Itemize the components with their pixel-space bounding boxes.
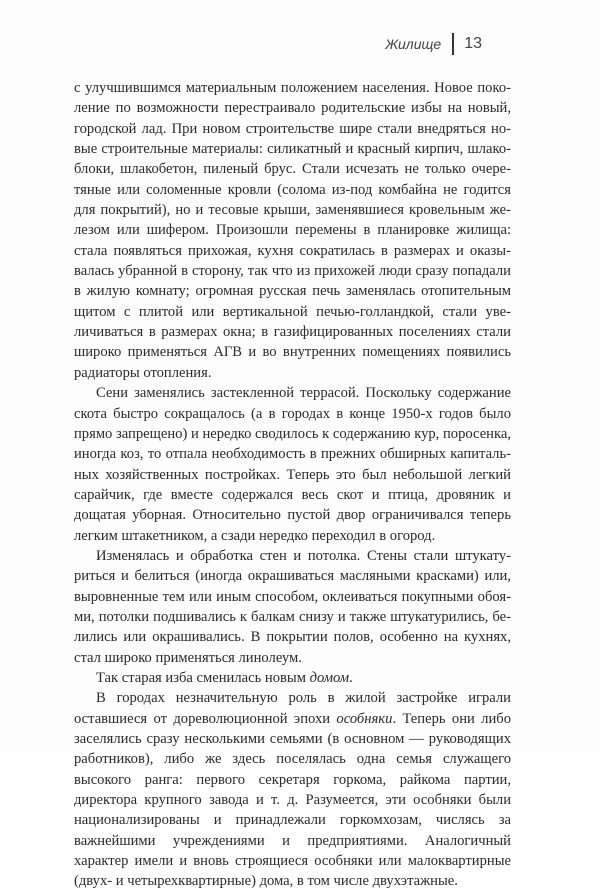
page-number: 13	[464, 35, 482, 52]
running-header	[385, 33, 482, 55]
section-title: Жилище	[385, 36, 442, 52]
paragraph	[74, 383, 511, 546]
italic-term: особняки	[336, 710, 393, 727]
paragraph	[74, 546, 511, 668]
italic-term: домом	[309, 669, 350, 686]
paragraph-text: . Теперь они либо заселялись сразу несколькими семьями (в основном — руководящих работников), либо же здесь поселялась одна семья служащего высокого ранга: первого секретаря горкома, райкома партии, директора крупного завода и т. д. Разумеется, эти особняки были национализированы и принадлежали горкомхозам, числясь за важнейшими учреждениями и предприятиями. Аналогичный характер имели и вновь строящиеся особняки или малоквартирные (двух- и четырехквартирные) дома, в том числе двухэтажные.	[74, 710, 511, 890]
body-text	[74, 78, 511, 892]
paragraph	[74, 668, 511, 688]
header-divider	[452, 33, 454, 55]
paragraph-text: Сени заменялись застекленной террасой. Поскольку содержание скота быстро сокращалось (а в городах в конце 1950-х годов было прямо запрещено) и нередко сводилось к содержанию кур, поросенка, иногда коз, то отпала необходимость в прежних обширных капитальных хозяйственных постройках. Теперь это был небольшой легкий сарайчик, где вместе содержался весь скот и птица, дровяник и дощатая уборная. Относительно пустой двор ограничивался теперь легким штакетником, а сзади нередко переходил в огород.	[74, 385, 511, 544]
paragraph-text: с улучшившимся материальным положением населения. Новое поколение по возможности перестраивало родительские избы на новый, городской лад. При новом строительстве шире стали внедряться новые строительные материалы: силикатный и красный кирпич, шлакоблоки, шлакобетон, пиленый брус. Стали исчезать не только очеретяные или соломенные кровли (солома из-под комбайна не годится для покрытий), но и тесовые крыши, заменявшиеся кровельным железом или шифером. Произошли перемены в планировке жилища: стала появляться прихожая, кухня сократилась в размерах и оказывалась убранной в сторону, так что из прихожей люди сразу попадали в жилую комнату; огромная русская печь заменялась отопительным щитом с плитой или вертикальной печью-голландкой, стали увеличиваться в размерах окна; в газифицированных поселениях стали широко применяться АГВ и во внутренних помещениях появились радиаторы отопления.	[74, 80, 511, 381]
paragraph-text: Изменялась и обработка стен и потолка. Стены стали штукатуриться и белиться (иногда окрашиваться масляными красками) или, выровненные тем или иным способом, оклеиваться покупными обоями, потолки подшивались к балкам снизу и также штукатурились, белились или окрашивались. В покрытии полов, особенно на кухнях, стал широко применяться линолеум.	[74, 547, 511, 666]
paragraph-text: .	[349, 669, 353, 686]
paragraph	[74, 688, 511, 891]
paragraph	[74, 78, 511, 383]
paragraph-text: В городах незначительную роль в жилой застройке играли оставшиеся от дореволюционной эпохи	[74, 690, 511, 727]
paragraph-text: Так старая изба сменилась новым	[96, 669, 310, 686]
